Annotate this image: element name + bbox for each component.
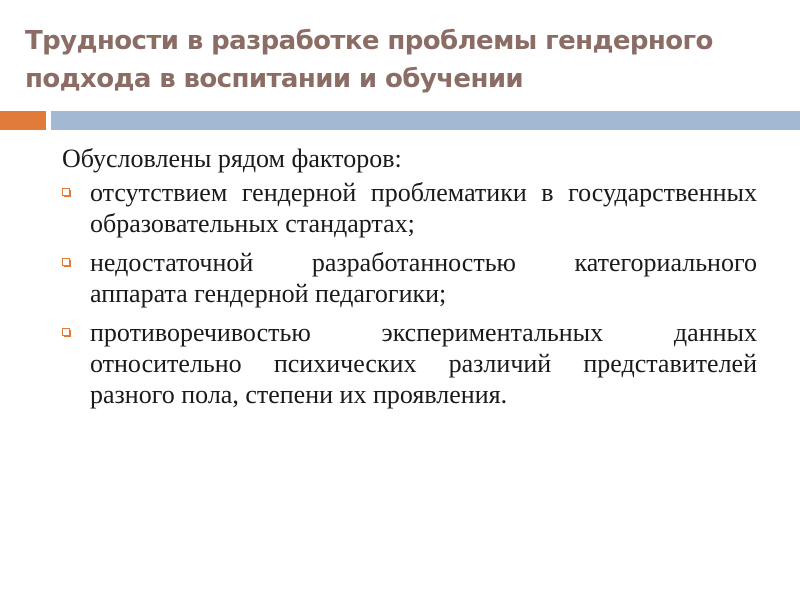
list-item-text: противоречивостью экспериментальных данных относительно психических различий представителей разного пола, степени их проявления. <box>90 318 757 409</box>
square-bullet-icon <box>62 188 71 197</box>
list-item <box>62 177 757 239</box>
list-item <box>62 247 757 309</box>
slide-title <box>25 22 785 98</box>
list-item-text: недостаточной разработанностью категориального аппарата гендерной педагогики; <box>90 248 757 308</box>
square-bullet-icon <box>62 258 71 267</box>
intro-text: Обусловлены рядом факторов: <box>62 144 402 173</box>
divider-main-segment <box>51 111 800 130</box>
square-bullet-icon <box>62 328 71 337</box>
bullet-list <box>62 177 757 410</box>
slide-title-line: Трудности в разработке проблемы гендерного <box>25 26 713 56</box>
list-item <box>62 317 757 410</box>
slide-title-line: подхода в воспитании и обучении <box>25 64 524 94</box>
title-divider <box>0 111 800 130</box>
slide-body <box>62 143 757 418</box>
divider-accent-segment <box>0 111 46 130</box>
list-item-text: отсутствием гендерной проблематики в государственных образовательных стандартах; <box>90 178 757 238</box>
